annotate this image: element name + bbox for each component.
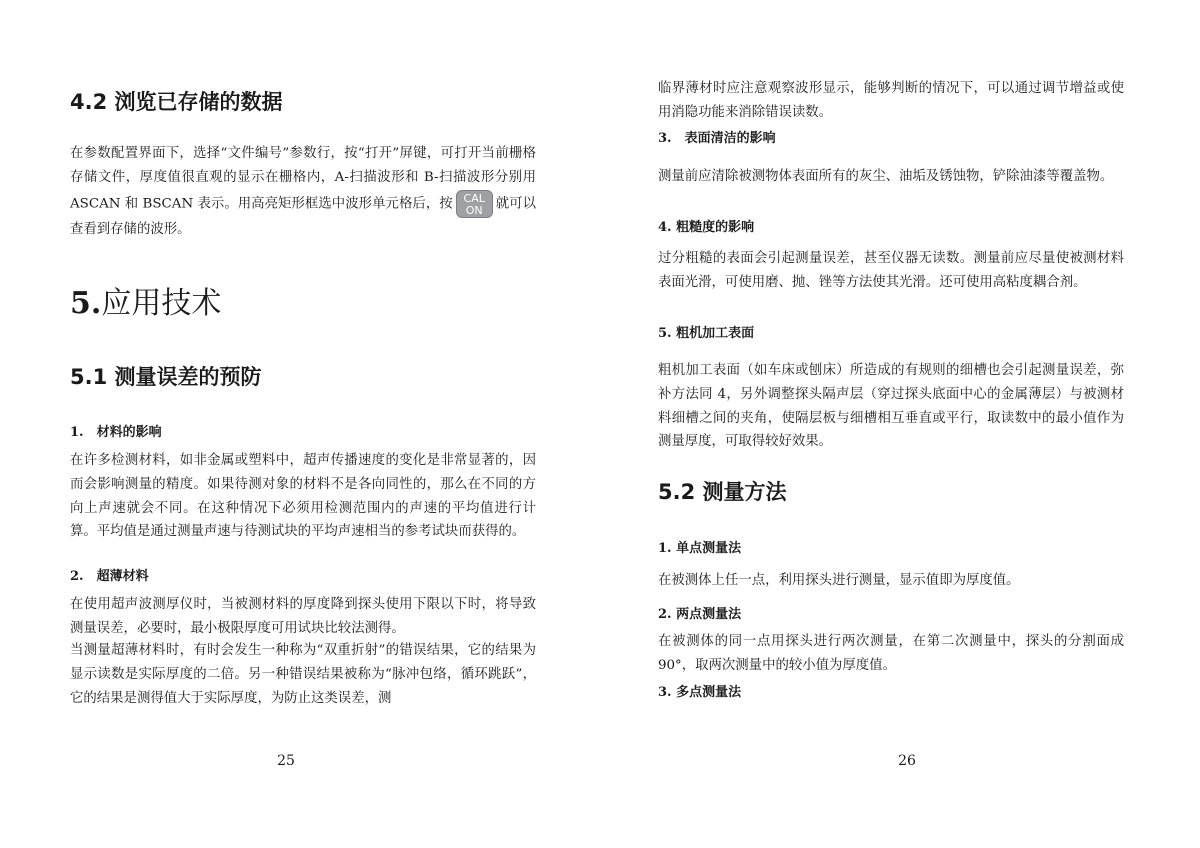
section-5-1-title: 5.1 测量误差的预防 xyxy=(70,365,262,389)
item-4-heading: 4. 粗糙度的影响 xyxy=(658,220,755,235)
item-4-text: 过分粗糙的表面会引起测量误差，甚至仪器无读数。测量前应尽量使被测材料表面光滑，可使用磨、抛、锉等方法使其光滑。还可使用高粘度耦合剂。 xyxy=(658,251,1124,290)
chapter-5-title xyxy=(70,284,221,324)
section-4-2-text-after: 就可以查看到存储的波形。 xyxy=(70,196,536,237)
item-1-text: 在许多检测材料，如非金属或塑料中，超声传播速度的变化是非常显著的，因而会影响测量的精度。如果待测对象的材料不是各向同性的，那么在不同的方向上声速就会不同。在这种情况下必须用检测范围内的声速的平均值进行计算。平均值是通过测量声速与待测试块的平均声速相当的参考试块而获得的。 xyxy=(70,453,536,540)
section-5-2-title: 5.2 测量方法 xyxy=(658,480,787,504)
item-2-text-1: 在使用超声波测厚仪时，当被测材料的厚度降到探头使用下限以下时，将导致测量误差，必要时，最小极限厚度可用试块比较法测得。 xyxy=(70,597,536,636)
item-5-text: 粗机加工表面（如车床或刨床）所造成的有规则的细槽也会引起测量误差，弥补方法同 4，另外调整探头隔声层（穿过探头底面中心的金属薄层）与被测材料细槽之间的夹角，使隔层板与细槽相互垂直或平行，取读数中的最小值作为测量厚度，可取得较好效果。 xyxy=(658,363,1124,450)
page-number-right: 26 xyxy=(898,753,916,769)
item-1-heading: 1. 材料的影响 xyxy=(70,425,162,440)
cal-key-label: CAL xyxy=(463,191,485,205)
method-3-heading: 3. 多点测量法 xyxy=(658,685,742,700)
section-4-2-text-before: 在参数配置界面下，选择“文件编号”参数行，按“打开”屏键，可打开当前栅格存储文件，厚度值很直观的显示在栅格内，A-扫描波形和 B-扫描波形分别用 ASCAN 和 BSCAN 表示。用高亮矩形框选中波形单元格后，按 xyxy=(70,146,536,212)
method-1-heading: 1. 单点测量法 xyxy=(658,541,742,556)
method-2-text: 在被测体的同一点用探头进行两次测量，在第二次测量中，探头的分割面成 90°，取两次测量中的较小值为厚度值。 xyxy=(658,634,1124,673)
chapter-number: 5. xyxy=(70,286,102,321)
item-3-heading: 3. 表面清洁的影响 xyxy=(658,131,776,146)
method-1-text: 在被测体上任一点，利用探头进行测量，显示值即为厚度值。 xyxy=(658,573,1020,588)
item-3-text: 测量前应清除被测物体表面所有的灰尘、油垢及锈蚀物，铲除油漆等覆盖物。 xyxy=(658,169,1114,184)
section-4-2-paragraph xyxy=(70,142,536,241)
cal-on-key-icon xyxy=(456,190,493,218)
continued-text: 临界薄材时应注意观察波形显示，能够判断的情况下，可以通过调节增益或使用消隐功能来消除错误读数。 xyxy=(658,81,1124,120)
section-4-2-title: 4.2 浏览已存储的数据 xyxy=(70,90,283,114)
item-5-heading: 5. 粗机加工表面 xyxy=(658,326,755,341)
method-2-heading: 2. 两点测量法 xyxy=(658,607,742,622)
item-2-text-2: 当测量超薄材料时，有时会发生一种称为“双重折射”的错误结果，它的结果为显示读数是实际厚度的二倍。另一种错误结果被称为“脉冲包络，循环跳跃”，它的结果是测得值大于实际厚度，为防止这类误差，测 xyxy=(70,643,536,706)
right-page xyxy=(600,0,1200,848)
chapter-name: 应用技术 xyxy=(101,286,222,321)
on-key-label: ON xyxy=(465,203,483,217)
page-number-left: 25 xyxy=(277,753,295,769)
item-2-heading: 2. 超薄材料 xyxy=(70,569,149,584)
